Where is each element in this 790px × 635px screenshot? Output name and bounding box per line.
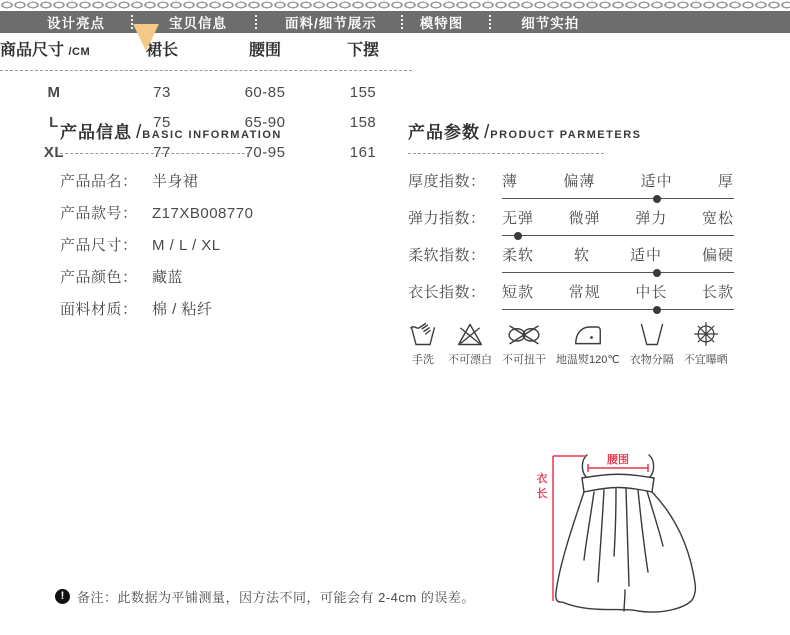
product-style-no-row: 产品款号： Z17XB008770 xyxy=(60,205,254,222)
table-cell: 65-90 xyxy=(244,113,286,131)
basic-info-section xyxy=(60,118,390,332)
size-row-xl-label: XL xyxy=(43,143,65,161)
table-cell: 155 xyxy=(349,83,377,101)
softness-index-row: 柔软指数： 柔软 软 适中 偏硬 xyxy=(408,246,753,273)
nav-separator xyxy=(255,15,257,29)
top-nav xyxy=(0,11,790,33)
care-no-sun: 不宜曝晒 xyxy=(684,320,728,367)
skirt-measurement-diagram xyxy=(528,430,743,635)
parameters-heading: 产品参数 /PRODUCT PARMETERS xyxy=(408,122,642,143)
size-table-header-waist: 腰围 xyxy=(248,42,281,59)
measurement-note xyxy=(55,587,475,606)
product-color-row: 产品颜色： 藏蓝 xyxy=(60,269,184,286)
no-bleach-icon xyxy=(455,320,485,348)
nav-tab-fabric-details[interactable]: 面料/细节展示 xyxy=(285,16,377,31)
thickness-index-row: 厚度指数： 薄 偏薄 适中 厚 xyxy=(408,172,753,199)
dashed-divider xyxy=(60,153,250,154)
table-cell: 70-95 xyxy=(244,143,286,161)
note-text: 备注：此数据为平铺测量，因方法不同，可能会有 2-4cm 的误差。 xyxy=(77,590,475,605)
chain-border xyxy=(0,0,790,10)
table-cell: 75 xyxy=(153,113,171,131)
waist-label: 腰围 xyxy=(607,454,629,466)
care-separate-wash: 衣物分隔 xyxy=(630,320,674,367)
care-no-wring: 不可扭干 xyxy=(502,320,546,367)
separate-wash-icon xyxy=(637,320,667,348)
skirt-diagram-svg xyxy=(528,430,743,630)
care-no-bleach: 不可漂白 xyxy=(448,320,492,367)
nav-tab-item-info[interactable]: 宝贝信息 xyxy=(169,16,227,31)
section-title: 产品参数 xyxy=(408,123,480,142)
size-table-header-dimensions: 商品尺寸 /CM xyxy=(0,42,91,59)
nav-separator xyxy=(489,15,491,29)
table-cell: 60-85 xyxy=(244,83,286,101)
size-table-header-hem: 下摆 xyxy=(346,42,379,59)
index-marker-dot xyxy=(653,306,661,314)
product-material-row: 面料材质： 棉 / 粘纤 xyxy=(60,301,213,318)
index-marker-dot xyxy=(653,269,661,277)
product-name-row: 产品品名： 半身裙 xyxy=(60,173,199,190)
section-title: 产品信息 xyxy=(60,123,132,142)
dashed-divider xyxy=(0,70,412,71)
table-cell: 161 xyxy=(349,143,377,161)
warning-icon: ! xyxy=(55,589,70,604)
size-row-m-label: M xyxy=(47,83,61,101)
nav-tab-design-highlights[interactable]: 设计亮点 xyxy=(47,16,105,31)
section-subtitle: PRODUCT PARMETERS xyxy=(490,129,642,141)
active-tab-pointer-icon xyxy=(133,24,159,51)
table-cell: 73 xyxy=(153,83,171,101)
index-marker-dot xyxy=(653,195,661,203)
basic-info-heading: 产品信息 /BASIC INFORMATION xyxy=(60,122,282,143)
no-sun-icon xyxy=(691,320,721,348)
nav-tab-model-photos[interactable]: 模特图 xyxy=(419,16,464,31)
elasticity-index-row: 弹力指数： 无弹 微弹 弹力 宽松 xyxy=(408,209,753,236)
size-table-header-skirt-length: 裙长 xyxy=(145,42,178,59)
table-cell: 77 xyxy=(153,143,171,161)
table-cell: 158 xyxy=(349,113,377,131)
size-row-l-label: L xyxy=(49,113,59,131)
product-sizes-row: 产品尺寸： M / L / XL xyxy=(60,237,221,254)
no-wring-icon xyxy=(505,320,543,348)
care-iron-120: 地温熨120℃ xyxy=(556,320,620,367)
dashed-divider xyxy=(408,153,604,154)
index-marker-dot xyxy=(514,232,522,240)
care-hand-wash: 手洗 xyxy=(408,320,438,367)
length-index-row: 衣长指数： 短款 常规 中长 长款 xyxy=(408,283,753,310)
nav-tab-detail-photos[interactable]: 细节实拍 xyxy=(521,16,580,31)
nav-separator xyxy=(401,15,403,29)
iron-120-icon xyxy=(572,320,604,348)
length-label-char1: 衣 xyxy=(536,473,548,485)
hand-wash-icon xyxy=(408,320,438,348)
unit-label: /CM xyxy=(68,46,91,58)
care-instructions-row xyxy=(408,320,753,367)
length-label-char2: 长 xyxy=(536,488,548,500)
parameters-section xyxy=(408,118,753,367)
section-subtitle: BASIC INFORMATION xyxy=(142,129,282,141)
